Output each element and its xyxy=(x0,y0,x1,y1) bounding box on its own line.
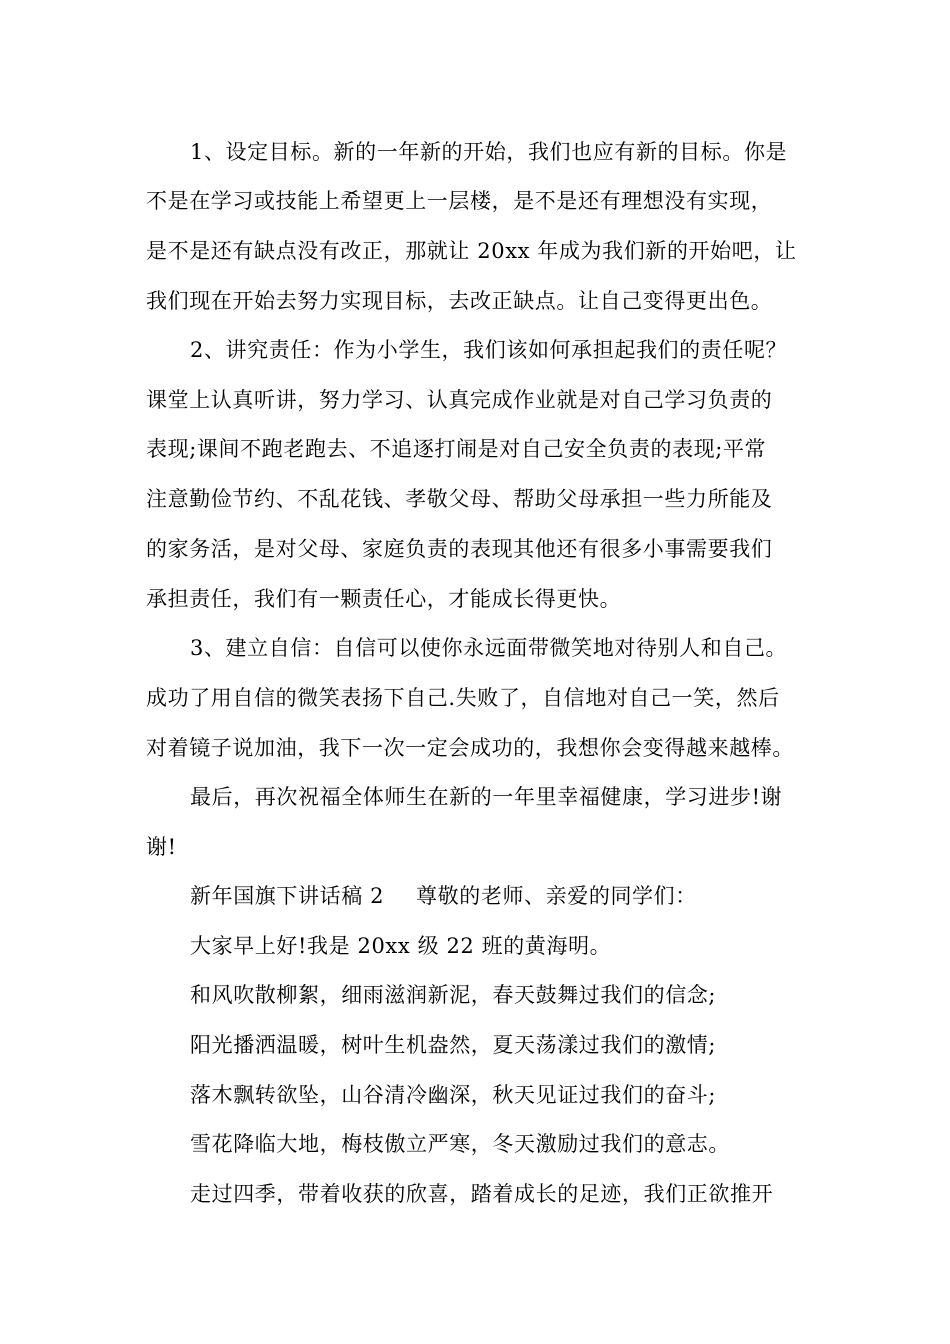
poem-line-spring: 和风吹散柳絮，细雨滋润新泥，春天鼓舞过我们的信念; xyxy=(190,983,717,1007)
paragraph-2-line-4: 注意勤俭节约、不乱花钱、孝敬父母、帮助父母承担一些力所能及 xyxy=(146,487,773,511)
paragraph-2-line-6: 承担责任，我们有一颗责任心，才能成长得更快。 xyxy=(146,587,622,611)
poem-line-summer: 阳光播洒温暖，树叶生机盎然，夏天荡漾过我们的激情; xyxy=(190,1033,717,1057)
speech-2-salutation: 尊敬的老师、亲爱的同学们： xyxy=(416,884,697,908)
paragraph-3-line-3: 对着镜子说加油，我下一次一定会成功的，我想你会变得越来越棒。 xyxy=(146,736,794,760)
paragraph-1-line-3: 是不是还有缺点没有改正，那就让 20xx 年成为我们新的开始吧，让 xyxy=(146,239,797,263)
paragraph-2-line-3: 表现;课间不跑老跑去、不追逐打闹是对自己安全负责的表现;平常 xyxy=(146,437,767,461)
speech-2-title: 新年国旗下讲话稿 2 xyxy=(190,884,385,908)
poem-line-winter: 雪花降临大地，梅枝傲立严寒，冬天激励过我们的意志。 xyxy=(190,1132,730,1156)
closing-line-1: 最后，再次祝福全体师生在新的一年里幸福健康，学习进步!谢 xyxy=(190,785,783,809)
paragraph-1-line-4: 我们现在开始去努力实现目标，去改正缺点。让自己变得更出色。 xyxy=(146,289,773,313)
paragraph-2-line-1: 2、讲究责任：作为小学生，我们该如何承担起我们的责任呢？ xyxy=(190,338,788,362)
speech-2-heading xyxy=(190,882,697,910)
poem-line-autumn: 落木飘转欲坠，山谷清冷幽深，秋天见证过我们的奋斗; xyxy=(190,1083,717,1107)
paragraph-3-line-2: 成功了用自信的微笑表扬下自己.失败了，自信地对自己一笑，然后 xyxy=(146,686,780,710)
greeting-line: 大家早上好!我是 20xx 级 22 班的黄海明。 xyxy=(190,934,612,958)
paragraph-1-line-1: 1、设定目标。新的一年新的开始，我们也应有新的目标。你是 xyxy=(190,140,788,164)
closing-line-2: 谢! xyxy=(146,835,177,859)
final-line: 走过四季，带着收获的欣喜，踏着成长的足迹，我们正欲推开 xyxy=(190,1182,774,1206)
paragraph-1-line-2: 不是在学习或技能上希望更上一层楼，是不是还有理想没有实现， xyxy=(146,189,773,213)
paragraph-2-line-5: 的家务活，是对父母、家庭负责的表现其他还有很多小事需要我们 xyxy=(146,537,773,561)
paragraph-2-line-2: 课堂上认真听讲，努力学习、认真完成作业就是对自己学习负责的 xyxy=(146,388,773,412)
paragraph-3-line-1: 3、建立自信：自信可以使你永远面带微笑地对待别人和自己。 xyxy=(190,636,788,660)
